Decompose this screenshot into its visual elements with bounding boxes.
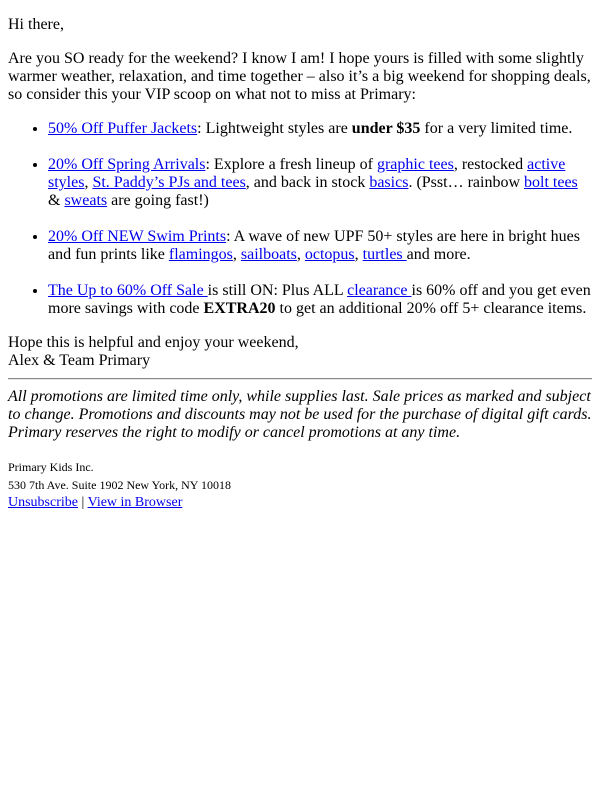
signoff-signature: Alex & Team Primary xyxy=(8,352,151,369)
clearance-link[interactable]: clearance xyxy=(347,282,412,299)
promo-text: , xyxy=(354,246,363,263)
signoff xyxy=(8,334,592,370)
promo-text: , xyxy=(296,246,305,263)
view-in-browser-link[interactable]: View in Browser xyxy=(87,495,183,510)
basics-link[interactable]: basics xyxy=(369,174,409,191)
graphic-tees-link[interactable]: graphic tees xyxy=(376,156,454,173)
puffer-jackets-link[interactable]: 50% Off Puffer Jackets xyxy=(48,120,198,137)
promo-price-highlight: under $35 xyxy=(351,120,421,137)
promo-text: are going fast!) xyxy=(107,192,209,209)
active-styles-link[interactable]: active styles xyxy=(48,156,566,191)
promo-text: and more. xyxy=(406,246,471,263)
promo-code: EXTRA20 xyxy=(203,300,276,317)
promo-text: is still ON: Plus ALL xyxy=(207,282,348,299)
intro-paragraph: Are you SO ready for the weekend? I know I am! I hope yours is filled with some slightly warmer weather, relaxation, and time together – also it’s a big weekend for shopping deals, so consider this your VIP scoop on what not to miss at Primary: xyxy=(8,50,591,103)
promo-text: is 60% off and you get even more savings with code xyxy=(48,282,591,317)
unsubscribe-link[interactable]: Unsubscribe xyxy=(8,495,78,510)
spring-arrivals-link[interactable]: 20% Off Spring Arrivals xyxy=(48,156,206,173)
promo-text: , and back in stock xyxy=(245,174,370,191)
signoff-line: Hope this is helpful and enjoy your weekend, xyxy=(8,334,299,351)
sweats-link[interactable]: sweats xyxy=(64,192,108,209)
flamingos-link[interactable]: flamingos xyxy=(168,246,233,263)
disclaimer: All promotions are limited time only, while supplies last. Sale prices as marked and subject to change. Promotions and discounts may not be used for the purchase of digital gift cards. Primary reserves the right to modify or cancel promotions at any time. xyxy=(8,388,592,441)
promo-text: . (Psst… rainbow xyxy=(408,174,524,191)
turtles-link[interactable]: turtles xyxy=(362,246,407,263)
promo-text: : Explore a fresh lineup of xyxy=(205,156,377,173)
sailboats-link[interactable]: sailboats xyxy=(240,246,297,263)
footer-links xyxy=(8,494,592,512)
greeting: Hi there, xyxy=(8,16,64,33)
footer xyxy=(8,458,592,512)
divider xyxy=(8,378,592,380)
promo-text: : A wave of new UPF 50+ styles are here in bright hues and fun prints like xyxy=(48,228,580,263)
octopus-link[interactable]: octopus xyxy=(304,246,355,263)
promo-item-sale xyxy=(48,282,592,318)
promo-item-spring-arrivals xyxy=(48,156,592,210)
promo-item-swim-prints xyxy=(48,228,592,264)
company-address: 530 7th Ave. Suite 1902 New York, NY 10018 xyxy=(8,478,232,492)
promo-text: : Lightweight styles are xyxy=(197,120,352,137)
company-name: Primary Kids Inc. xyxy=(8,460,94,474)
promo-list xyxy=(8,120,592,318)
promo-text: , restocked xyxy=(453,156,528,173)
promo-text: to get an additional 20% off 5+ clearance items. xyxy=(275,300,587,317)
promo-text: & xyxy=(48,192,65,209)
promo-text: , xyxy=(84,174,93,191)
footer-separator: | xyxy=(78,495,88,510)
swim-prints-link[interactable]: 20% Off NEW Swim Prints xyxy=(48,228,227,245)
bolt-tees-link[interactable]: bolt tees xyxy=(524,174,578,191)
sale-link[interactable]: The Up to 60% Off Sale xyxy=(48,282,208,299)
st-paddys-pjs-link[interactable]: St. Paddy’s PJs and tees xyxy=(92,174,246,191)
promo-item-puffer-jackets xyxy=(48,120,592,138)
promo-text: , xyxy=(232,246,241,263)
promo-text: for a very limited time. xyxy=(420,120,573,137)
